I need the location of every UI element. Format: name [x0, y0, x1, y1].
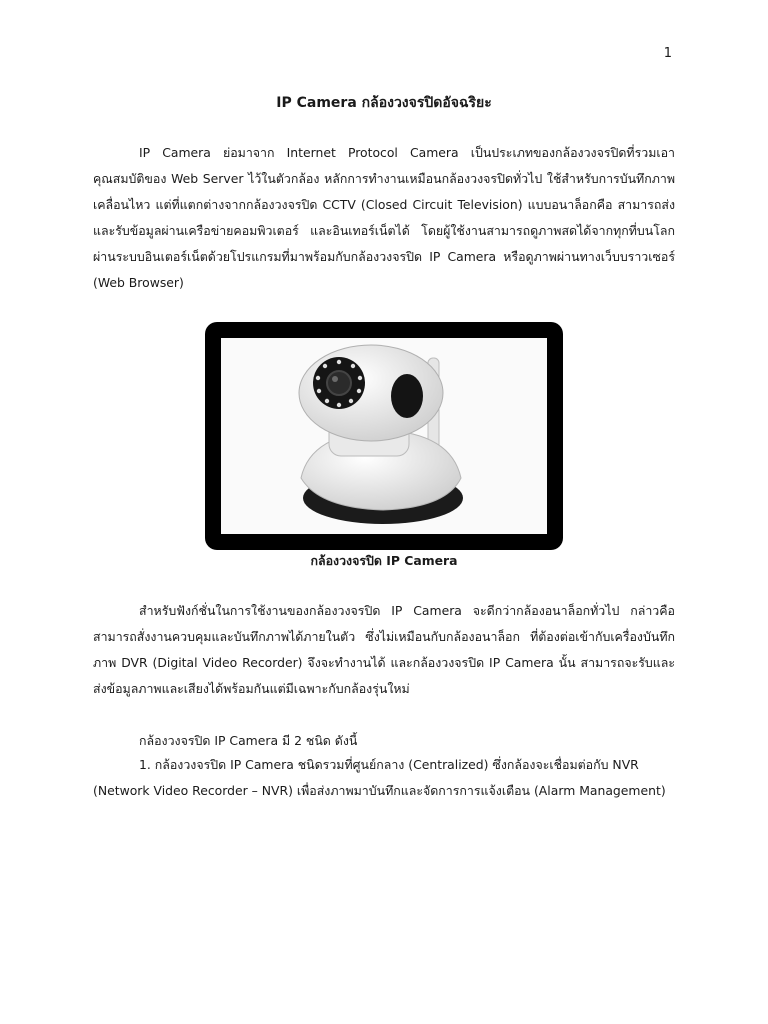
camera-image [221, 338, 547, 534]
list-item-1-line-1 [93, 752, 675, 778]
paragraph-intro [93, 140, 675, 296]
ip-camera-illustration [221, 338, 547, 534]
paragraph-types-heading [93, 728, 675, 754]
camera-figure [205, 322, 563, 550]
paragraph-functions [93, 598, 675, 702]
figure-caption: กล้องวงจรปิด IP Camera [310, 553, 458, 568]
paragraph-intro-text: IP Camera ย่อมาจาก Internet Protocol Camera เป็นประเภทของกล้องวงจรปิดที่รวมเอาคุณสมบัติของ Web Server ไว้ในตัวกล้อง หลักการทำงานเหมือนกล้องวงจรปิดทั่วไป ใช้สำหรับการบันทึกภาพเคลื่อนไหว แต่ที่แตกต่างจากกล้องวงจรปิด CCTV (Closed Circuit Television) แบบอนาล็อกคือ สามารถส่งและรับข้อมูลผ่านเครือข่ายคอมพิวเตอร์ และอินเทอร์เน็ตได้ โดยผู้ใช้งานสามารถดูภาพสดได้จากทุกที่บนโลกผ่านระบบอินเตอร์เน็ตด้วยโปรแกรมที่มาพร้อมกับกล้องวงจรปิด IP Camera หรือดูภาพผ่านทางเว็บบราวเซอร์ (Web Browser) [93, 145, 675, 290]
list-item-1-text: 1. กล้องวงจรปิด IP Camera ชนิดรวมที่ศูนย์กลาง (Centralized) ซึ่งกล้องจะเชื่อมต่อกับ NVR [139, 757, 639, 772]
paragraph-types-text: กล้องวงจรปิด IP Camera มี 2 ชนิด ดังนี้ [139, 733, 358, 748]
list-item-1-line-2: (Network Video Recorder – NVR) เพื่อส่งภาพมาบันทึกและจัดการการแจ้งเตือน (Alarm Management) [93, 783, 666, 798]
page-number: 1 [663, 46, 672, 61]
document-title: IP Camera กล้องวงจรปิดอัจฉริยะ [276, 95, 492, 111]
paragraph-functions-text: สำหรับฟังก์ชั่นในการใช้งานของกล้องวงจรปิด IP Camera จะดีกว่ากล้องอนาล็อกทั่วไป กล่าวคือสามารถสั่งงานควบคุมและบันทึกภาพได้ภายในตัว ซึ่งไม่เหมือนกับกล้องอนาล็อก ที่ต้องต่อเข้ากับเครื่องบันทึกภาพ DVR (Digital Video Recorder) จึงจะทำงานได้ และกล้องวงจรปิด IP Camera นั้น สามารถจะรับและส่งข้อมูลภาพและเสียงได้พร้อมกันแต่มีเฉพาะกับกล้องรุ่นใหม่ [93, 603, 675, 696]
